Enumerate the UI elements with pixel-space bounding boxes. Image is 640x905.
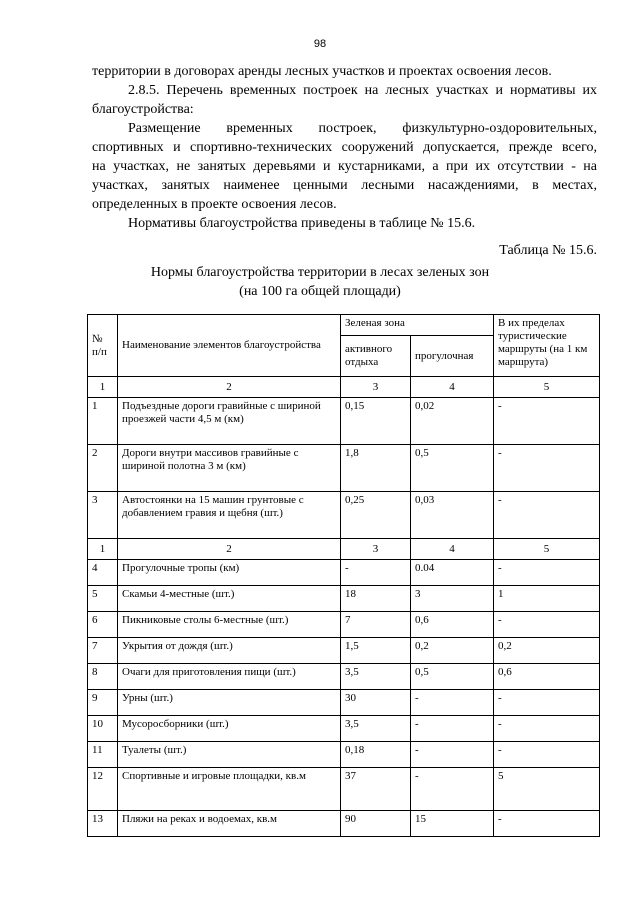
paragraph-line: Нормативы благоустройства приведены в таблице № 15.6.: [128, 216, 476, 231]
cell-walking: 3: [411, 586, 494, 612]
header-cell-active: активного отдыха: [341, 336, 411, 377]
cell-walking: 0,5: [411, 664, 494, 690]
cell-num: 8: [88, 664, 118, 690]
cell-routes: -: [494, 612, 600, 638]
cell-active: 7: [341, 612, 411, 638]
cell-num: 2: [88, 445, 118, 492]
table-row: [88, 612, 600, 638]
cell-routes: -: [494, 492, 600, 539]
table-row: [88, 445, 600, 492]
cell-walking: 0,03: [411, 492, 494, 539]
cell-num: 6: [88, 612, 118, 638]
cell-name: Туалеты (шт.): [118, 742, 341, 768]
cell-walking: -: [411, 690, 494, 716]
cell-routes: 5: [494, 768, 600, 811]
cell-name: Пляжи на реках и водоемах, кв.м: [118, 811, 341, 837]
cell-walking: 0,5: [411, 445, 494, 492]
cell-walking: 0,6: [411, 612, 494, 638]
paragraph-line: 2.8.5. Перечень временных построек на лесных участках и нормативы их: [128, 83, 597, 98]
cell-name: Прогулочные тропы (км): [118, 560, 341, 586]
cell-walking: 15: [411, 811, 494, 837]
cell-active: 1,8: [341, 445, 411, 492]
cell-name: Очаги для приготовления пищи (шт.): [118, 664, 341, 690]
table-row: [88, 690, 600, 716]
cell-walking: 0,02: [411, 398, 494, 445]
paragraph-line: участках, занятых наименее ценными лесными насаждениями, в местах,: [92, 178, 597, 193]
cell-routes: -: [494, 445, 600, 492]
table-row: [88, 742, 600, 768]
column-number-cell: 2: [118, 377, 341, 398]
cell-num: 13: [88, 811, 118, 837]
header-cell-walking: прогулочная: [411, 336, 494, 377]
cell-name: Урны (шт.): [118, 690, 341, 716]
column-number-row: [88, 377, 600, 398]
table-row: [88, 398, 600, 445]
table-row: [88, 716, 600, 742]
column-number-cell: 4: [411, 377, 494, 398]
header-cell-routes: В их пределах туристические маршруты (на 1 км маршрута): [494, 315, 600, 377]
cell-routes: -: [494, 716, 600, 742]
header-cell-num: № п/п: [88, 315, 118, 377]
norms-table: [87, 314, 600, 837]
table-row: [88, 638, 600, 664]
column-number-cell: 3: [341, 539, 411, 560]
column-number-cell: 2: [118, 539, 341, 560]
cell-num: 7: [88, 638, 118, 664]
cell-active: 0,15: [341, 398, 411, 445]
cell-active: 30: [341, 690, 411, 716]
cell-active: 90: [341, 811, 411, 837]
cell-routes: -: [494, 690, 600, 716]
cell-routes: -: [494, 742, 600, 768]
table-label: Таблица № 15.6.: [499, 243, 597, 258]
cell-walking: -: [411, 716, 494, 742]
cell-num: 12: [88, 768, 118, 811]
cell-name: Дороги внутри массивов гравийные с шириной полотна 3 м (км): [118, 445, 341, 492]
paragraph-line: на участках, не занятых деревьями и кустарниками, а при их отсутствии - на: [92, 159, 597, 174]
header-cell-name: Наименование элементов благоустройства: [118, 315, 341, 377]
page-number: 98: [313, 38, 327, 50]
paragraph-line: благоустройства:: [92, 102, 194, 117]
column-number-cell: 4: [411, 539, 494, 560]
cell-active: 0,25: [341, 492, 411, 539]
cell-num: 4: [88, 560, 118, 586]
cell-routes: -: [494, 560, 600, 586]
cell-active: 0,18: [341, 742, 411, 768]
column-number-cell: 5: [494, 377, 600, 398]
table-row: [88, 664, 600, 690]
table-row: [88, 492, 600, 539]
cell-name: Спортивные и игровые площадки, кв.м: [118, 768, 341, 811]
cell-active: 3,5: [341, 716, 411, 742]
cell-name: Автостоянки на 15 машин грунтовые с добавлением гравия и щебня (шт.): [118, 492, 341, 539]
cell-num: 10: [88, 716, 118, 742]
header-cell-green-zone: Зеленая зона: [341, 315, 494, 336]
table-subtitle: (на 100 га общей площади): [239, 284, 401, 299]
table-header-row: [88, 315, 600, 336]
cell-routes: 0,6: [494, 664, 600, 690]
cell-num: 3: [88, 492, 118, 539]
cell-active: 18: [341, 586, 411, 612]
table-row: [88, 586, 600, 612]
cell-name: Укрытия от дождя (шт.): [118, 638, 341, 664]
cell-active: 3,5: [341, 664, 411, 690]
column-number-row: [88, 539, 600, 560]
cell-name: Пикниковые столы 6-местные (шт.): [118, 612, 341, 638]
paragraph-line: спортивных и спортивно-технических сооружений допускается, прежде всего,: [92, 140, 597, 155]
cell-name: Подъездные дороги гравийные с шириной проезжей части 4,5 м (км): [118, 398, 341, 445]
cell-num: 9: [88, 690, 118, 716]
table-row: [88, 811, 600, 837]
table-title: Нормы благоустройства территории в лесах зеленых зон: [150, 265, 490, 280]
cell-active: 1,5: [341, 638, 411, 664]
column-number-cell: 1: [88, 539, 118, 560]
column-number-cell: 3: [341, 377, 411, 398]
paragraph-line: Размещение временных построек, физкультурно-оздоровительных,: [128, 121, 597, 136]
column-number-cell: 5: [494, 539, 600, 560]
cell-routes: -: [494, 398, 600, 445]
cell-num: 11: [88, 742, 118, 768]
column-number-cell: 1: [88, 377, 118, 398]
cell-walking: 0.04: [411, 560, 494, 586]
cell-walking: 0,2: [411, 638, 494, 664]
cell-name: Мусоросборники (шт.): [118, 716, 341, 742]
paragraph-line: территории в договорах аренды лесных участков и проектах освоения лесов.: [92, 64, 552, 79]
cell-name: Скамьи 4-местные (шт.): [118, 586, 341, 612]
table-row: [88, 560, 600, 586]
cell-walking: -: [411, 742, 494, 768]
cell-routes: 0,2: [494, 638, 600, 664]
table-row: [88, 768, 600, 811]
cell-routes: -: [494, 811, 600, 837]
cell-walking: -: [411, 768, 494, 811]
cell-active: -: [341, 560, 411, 586]
cell-num: 1: [88, 398, 118, 445]
paragraph-line: определенных в проекте освоения лесов.: [92, 197, 337, 212]
cell-num: 5: [88, 586, 118, 612]
cell-routes: 1: [494, 586, 600, 612]
cell-active: 37: [341, 768, 411, 811]
